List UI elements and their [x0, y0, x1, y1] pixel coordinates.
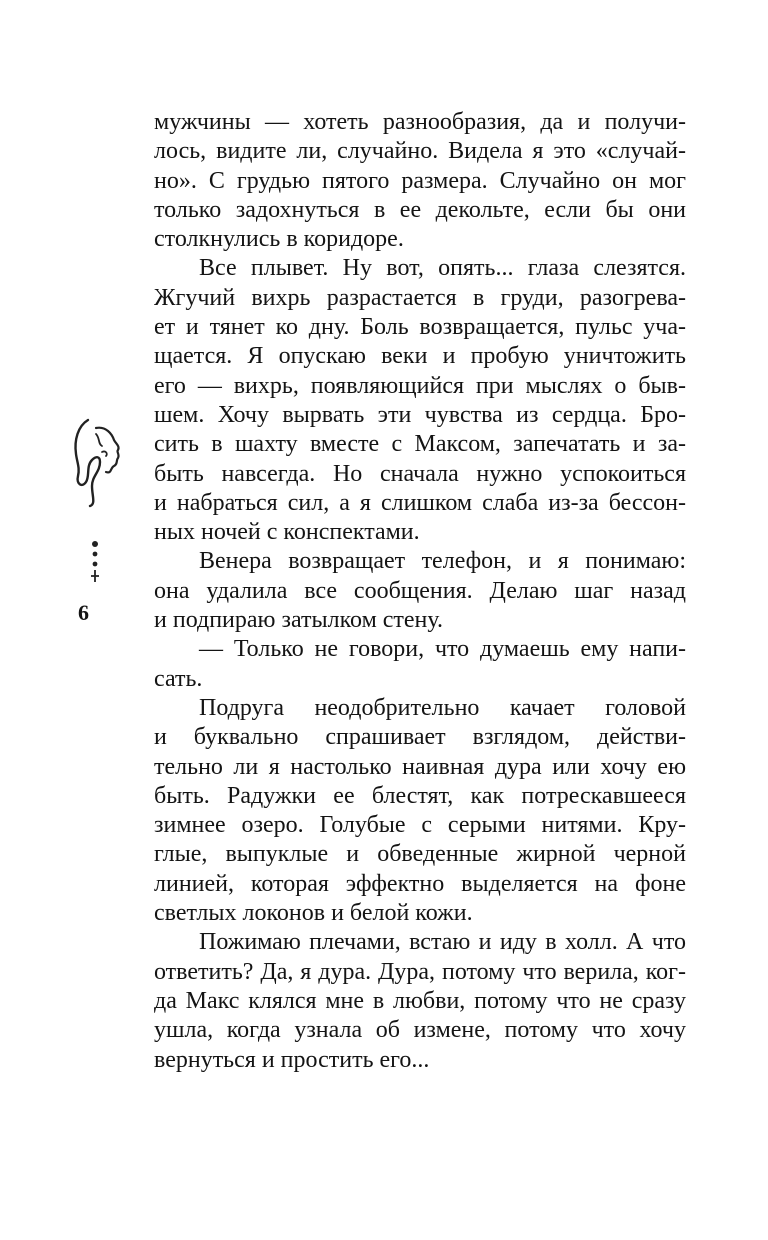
text-line: сать. — [154, 665, 203, 692]
text-line: глые, выпуклые и обведенные жирной черной — [154, 841, 686, 868]
text-line: шем. Хочу вырвать эти чувства из сердца. Бро- — [154, 401, 686, 428]
text-line: сить в шахту вместе с Максом, запечатать и за- — [154, 431, 686, 458]
body-text — [154, 108, 686, 1075]
text-line: щается. Я опускаю веки и пробую уничтожить — [154, 343, 686, 370]
face-profile-ornament-icon — [66, 416, 130, 508]
text-line: Все плывет. Ну вот, опять... глаза слезятся. — [199, 255, 686, 282]
text-line: светлых локонов и белой кожи. — [154, 900, 473, 927]
text-line: Пожимаю плечами, встаю и иду в холл. А что — [199, 929, 686, 956]
text-line: да Макс клялся мне в любви, потому что не сразу — [154, 987, 686, 1014]
text-line: и набраться сил, а я слишком слаба из-за бессон- — [154, 489, 686, 516]
text-line: ет и тянет ко дну. Боль возвращается, пульс уча- — [154, 314, 686, 341]
text-line: только задохнуться в ее декольте, если бы они — [154, 196, 686, 223]
text-line: Жгучий вихрь разрастается в груди, разогрева- — [154, 284, 686, 311]
text-line: Подруга неодобрительно качает головой — [199, 694, 686, 721]
text-line: но». С грудью пятого размера. Случайно он мог — [154, 167, 686, 194]
text-line: его — вихрь, появляющийся при мыслях о быв- — [154, 372, 686, 399]
text-line: мужчины — хотеть разнообразия, да и получи- — [154, 109, 686, 135]
text-line: ных ночей с конспектами. — [154, 519, 420, 546]
text-line: зимнее озеро. Голубые с серыми нитями. Кру- — [154, 812, 686, 839]
text-line: — Только не говори, что думаешь ему напи- — [199, 636, 686, 663]
ornament-dots-icon — [88, 540, 102, 584]
text-line: быть навсегда. Но сначала нужно успокоиться — [154, 460, 686, 487]
text-line: линией, которая эффектно выделяется на фоне — [154, 870, 686, 897]
text-line: и подпираю затылком стену. — [154, 607, 443, 634]
text-line: вернуться и простить его... — [154, 1046, 430, 1073]
text-line: и буквально спрашивает взглядом, действи- — [154, 724, 686, 751]
text-line: лось, видите ли, случайно. Видела я это «случай- — [154, 138, 686, 165]
text-line: тельно ли я настолько наивная дура или хочу ею — [154, 753, 686, 780]
text-line: ушла, когда узнала об измене, потому что хочу — [154, 1017, 686, 1044]
text-line: быть. Радужки ее блестят, как потрескавшееся — [154, 782, 686, 809]
text-line: она удалила все сообщения. Делаю шаг назад — [154, 577, 686, 604]
text-line: ответить? Да, я дура. Дура, потому что верила, ког- — [154, 958, 686, 985]
text-line: Венера возвращает телефон, и я понимаю: — [199, 548, 686, 575]
text-line: столкнулись в коридоре. — [154, 226, 404, 253]
page-number: 6 — [78, 600, 89, 625]
